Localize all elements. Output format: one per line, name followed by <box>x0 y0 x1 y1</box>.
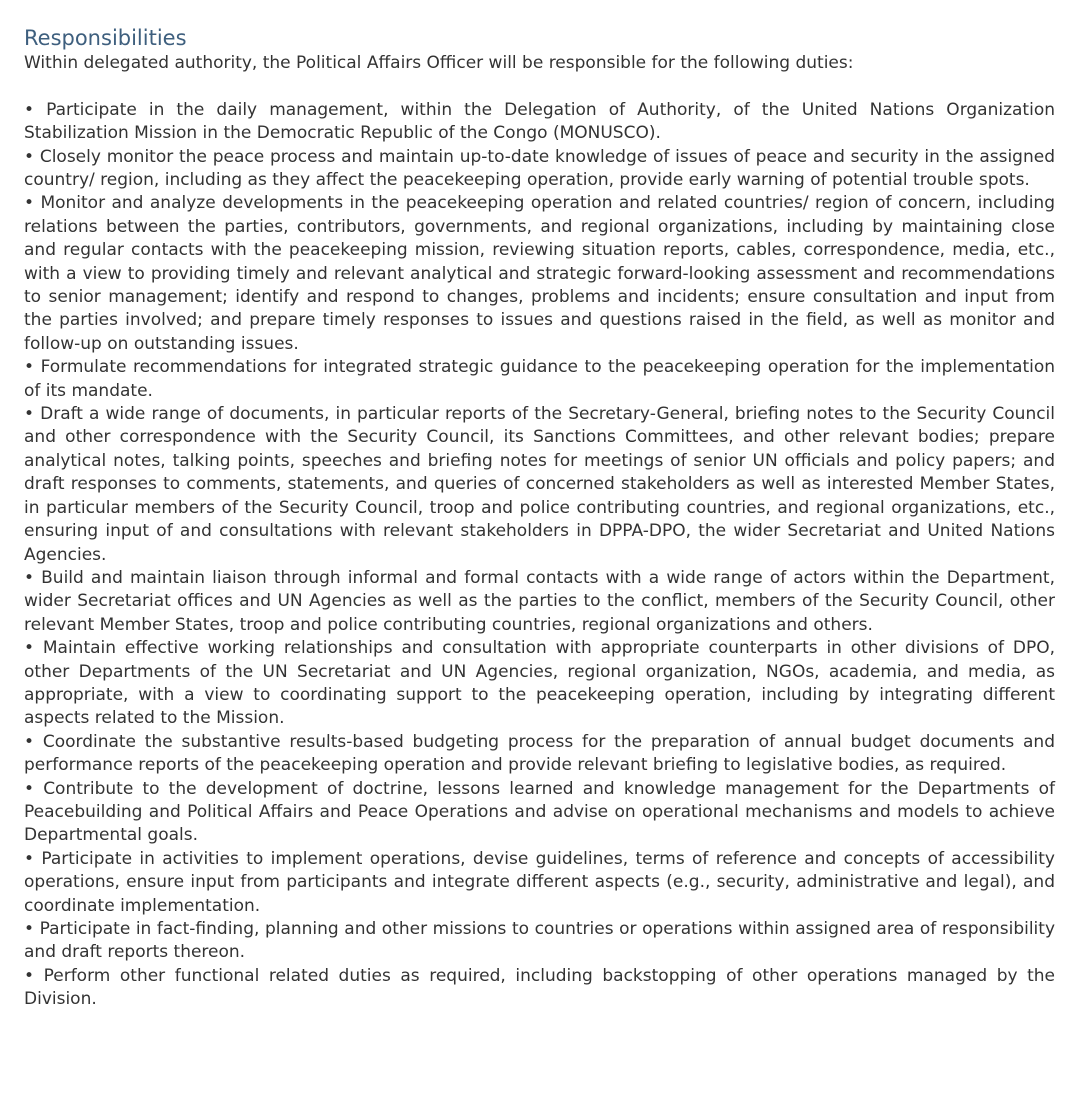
duty-text: Participate in the daily management, within the Delegation of Authority, of the United Nations Organization Stabilization Mission in the Democratic Republic of the Congo (MONUSCO). <box>24 99 1055 144</box>
duty-text: Closely monitor the peace process and maintain up-to-date knowledge of issues of peace and security in the assigned country/ region, including as they affect the peacekeeping operation, provide early warning of potential trouble spots. <box>24 146 1055 191</box>
duty-item <box>24 965 1055 1012</box>
duty-item <box>24 918 1055 965</box>
duty-text: Monitor and analyze developments in the peacekeeping operation and related countries/ region of concern, including relations between the parties, contributors, governments, and regional organizations, including by maintaining close and regular contacts with the peacekeeping mission, reviewing situation reports, cables, correspondence, media, etc., with a view to providing timely and relevant analytical and strategic forward-looking assessment and recommendations to senior management; identify and respond to changes, problems and incidents; ensure consultation and input from the parties involved; and prepare timely responses to issues and questions raised in the field, as well as monitor and follow-up on outstanding issues. <box>24 193 1055 354</box>
duty-text: Maintain effective working relationships and consultation with appropriate counterparts in other divisions of DPO, other Departments of the UN Secretariat and UN Agencies, regional organization, NGOs, academia, and media, as appropriate, with a view to coordinating support to the peacekeeping operation, including by integrating different aspects related to the Mission. <box>24 638 1055 729</box>
duty-item <box>24 848 1055 918</box>
bullet-icon: • <box>24 567 35 588</box>
duty-item <box>24 567 1055 637</box>
duty-text: Formulate recommendations for integrated strategic guidance to the peacekeeping operation for the implementation of its mandate. <box>24 357 1056 401</box>
duty-item <box>24 403 1055 567</box>
bullet-icon: • <box>24 357 35 378</box>
duty-item <box>24 731 1055 778</box>
bullet-icon: • <box>24 965 35 986</box>
bullet-icon: • <box>24 638 35 659</box>
duty-text: Build and maintain liaison through informal and formal contacts with a wide range of actors within the Department, wider Secretariat offices and UN Agencies as well as the parties to the conflict, members of the Security Council, other relevant Member States, troop and police contributing countries, regional organizations and others. <box>24 567 1055 635</box>
duty-text: Coordinate the substantive results-based budgeting process for the preparation of annual budget documents and performance reports of the peacekeeping operation and provide relevant briefing to legislative bodies, as required. <box>24 731 1055 776</box>
bullet-icon: • <box>24 193 35 214</box>
duty-text: Participate in fact-finding, planning and other missions to countries or operations within assigned area of responsibility and draft reports thereon. <box>24 919 1056 963</box>
bullet-icon: • <box>24 146 35 167</box>
intro-text: Within delegated authority, the Political Affairs Officer will be responsible for the following duties: <box>24 53 854 73</box>
duty-item <box>24 356 1055 403</box>
duty-text: Perform other functional related duties as required, including backstopping of other operations managed by the Division. <box>24 965 1056 1010</box>
duties-list <box>24 99 1055 1012</box>
bullet-icon: • <box>24 778 35 799</box>
duty-item <box>24 778 1055 848</box>
duty-text: Participate in activities to implement operations, devise guidelines, terms of reference and concepts of accessibility operations, ensure input from participants and integrate different aspects (e.g., security, administrative and legal), and coordinate implementation. <box>24 848 1055 916</box>
duty-item <box>24 99 1055 146</box>
duty-text: Contribute to the development of doctrine, lessons learned and knowledge management for the Departments of Peacebuilding and Political Affairs and Peace Operations and advise on operational mechanisms and models to achieve Departmental goals. <box>24 778 1055 846</box>
bullet-icon: • <box>24 731 35 752</box>
section-title: Responsibilities <box>24 26 187 50</box>
bullet-icon: • <box>24 99 35 120</box>
duty-item <box>24 192 1055 356</box>
bullet-icon: • <box>24 848 35 869</box>
duty-item <box>24 637 1055 731</box>
bullet-icon: • <box>24 919 35 940</box>
duty-item <box>24 146 1055 193</box>
duty-text: Draft a wide range of documents, in particular reports of the Secretary-General, briefing notes to the Security Council and other correspondence with the Security Council, its Sanctions Committees, and other relevant bodies; prepare analytical notes, talking points, speeches and briefing notes for meetings of senior UN officials and policy papers; and draft responses to comments, statements, and queries of concerned stakeholders as well as interested Member States, in particular members of the Security Council, troop and police contributing countries, and regional organizations, etc., ensuring input of and consultations with relevant stakeholders in DPPA-DPO, the wider Secretariat and United Nations Agencies. <box>24 404 1056 565</box>
bullet-icon: • <box>24 404 35 425</box>
